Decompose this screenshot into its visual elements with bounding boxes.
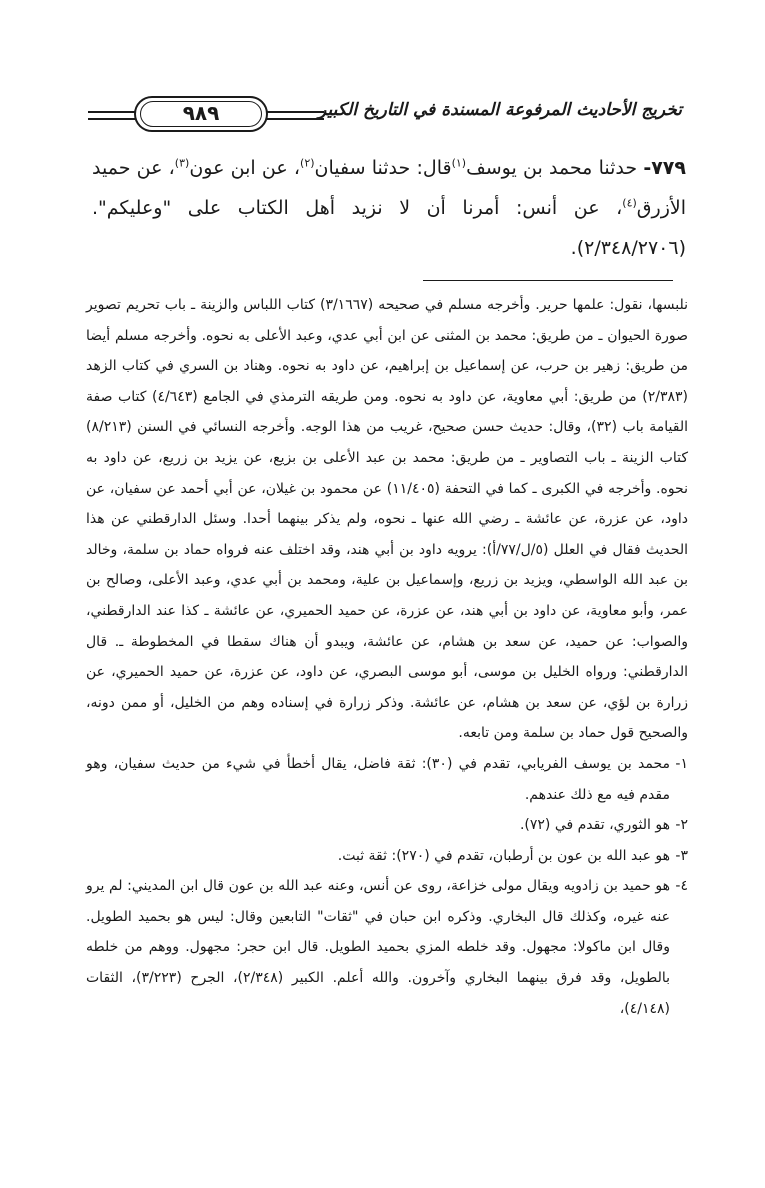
footnotes-section [86, 290, 688, 1024]
footnote-ref-3: (٣) [174, 156, 190, 170]
book-title: تخريج الأحاديث المرفوعة المسندة في التاريخ الكبير [318, 100, 682, 120]
footnote-1 [86, 749, 688, 810]
hadith-text-part-5: ، عن أنس: أمرنا أن لا نزيد أهل الكتاب على "وعليكم". (٢/٣٤٨/٢٧٠٦). [92, 197, 686, 259]
hadith-number: ٧٧٩- [643, 157, 686, 179]
running-header [88, 96, 682, 140]
footnote-4 [86, 871, 688, 1024]
hadith-paragraph [92, 148, 686, 268]
footnote-text: محمد بن يوسف الفريابي، تقدم في (٣٠): ثقة فاضل، يقال أخطأ في شيء من حديث سفيان، وهو مقدم فيه مع ذلك عندهم. [86, 755, 670, 803]
footnote-mark: ٢- [675, 817, 688, 834]
footnote-3 [86, 841, 688, 872]
hadith-text-part-2: قال: حدثنا سفيان [314, 157, 452, 179]
footnote-ref-1: (١) [451, 156, 467, 170]
hadith-text-part-1: حدثنا محمد بن يوسف [466, 157, 644, 179]
footnote-ref-2: (٢) [300, 156, 315, 170]
page-number-badge [134, 96, 268, 132]
page-number-frame [140, 101, 262, 127]
hadith-text-part-3: ، عن ابن عون [189, 157, 301, 179]
footnote-divider [423, 280, 673, 281]
footnote-text: هو حميد بن زادويه ويقال مولى خزاعة، روى عن أنس، وعنه عبد الله بن عون قال ابن المديني: لم يرو عنه غيره، وكذلك قال البخاري. وذكره ابن حبان في "ثقات" التابعين وقال: ليس هو بحميد الطويل. وقال ابن ماكولا: مجهول. وقد خلطه المزي بحميد الطويل. قال ابن حجر: مجهول. ووهم من خلطه بالطويل، وقد فرق بينهما البخاري وآخرون. والله أعلم. الكبير (٢/٣٤٨)، الجرح (٣/٢٢٣)، الثقات (٤/١٤٨)، [86, 878, 670, 1017]
page-number: ٩٨٩ [182, 101, 220, 125]
footnote-mark: ٣- [675, 847, 688, 864]
hadith-text-part-4: ، عن حميد الأزرق [92, 157, 686, 219]
hadith-text [92, 148, 686, 268]
footnote-2 [86, 810, 688, 841]
footnote-mark: ١- [675, 755, 688, 772]
footnote-ref-4: (٤) [622, 196, 637, 210]
footnote-text: هو عبد الله بن عون بن أرطبان، تقدم في (٢٧٠): ثقة ثبت. [337, 847, 670, 864]
footnote-continuation: نلبسها، نقول: علمها حرير. وأخرجه مسلم في صحيحه (٣/١٦٦٧) كتاب اللباس والزينة ـ باب تحريم تصوير صورة الحيوان ـ من طريق: محمد بن المثنى عن ابن أبي عدي، وعبد الأعلى به نحوه. وأخرجه مسلم أيضا من طريق: زهير بن حرب، عن إسماعيل بن إبراهيم، عن داود به نحوه. وهناد بن السري في كتاب الزهد (٢/٣٨٣) من طريق: أبي معاوية، عن داود به نحوه. ومن طريقه الترمذي في الجامع (٤/٦٤٣) كتاب صفة القيامة باب (٣٢)، وقال: حديث حسن صحيح، غريب من هذا الوجه. وأخرجه النسائي في السنن (٨/٢١٣) كتاب الزينة ـ باب التصاوير ـ من طريق: محمد بن عبد الأعلى بن بزيع، عن يزيد بن زريع، عن داود به نحوه. وأخرجه في الكبرى ـ كما في التحفة (١١/٤٠٥) عن محمود بن غيلان، عن أبي أحمد عن سفيان، عن داود، عن عزرة، عن عائشة ـ رضي الله عنها ـ نحوه، ولم يذكر بينهما أحدا. وسئل الدارقطني عن هذا الحديث فقال في العلل (٥/ل/٧٧/أ): يرويه داود بن أبي هند، وقد اختلف عنه فرواه حماد بن سلمة، وخالد بن عبد الله الواسطي، ويزيد بن زريع، وإسماعيل بن علية، ومحمد بن أبي عدي، وعبد الأعلى، وصالح بن عمر، وأبو معاوية، عن داود بن أبي هند، عن عزرة، عن حميد الحميري، عن عائشة ـ كذا عند الدارقطني، والصواب: عن حميد، عن سعد بن هشام، عن عائشة، ويبدو أن هناك سقطا في المخطوطة ـ. قال الدارقطني: ورواه الخليل بن موسى، أبو موسى البصري، عن داود، عن عزرة، عن حميد الحميري، عن زرارة بن لؤي، عن سعد بن هشام، عن عائشة. وذكر زرارة في إسناده وهم من الخليل، أو ممن دونه، والصحيح قول حماد بن سلمة ومن تابعه. [86, 297, 689, 742]
footnote-text: هو الثوري، تقدم في (٧٢). [519, 817, 670, 834]
footnote-mark: ٤- [675, 878, 688, 895]
